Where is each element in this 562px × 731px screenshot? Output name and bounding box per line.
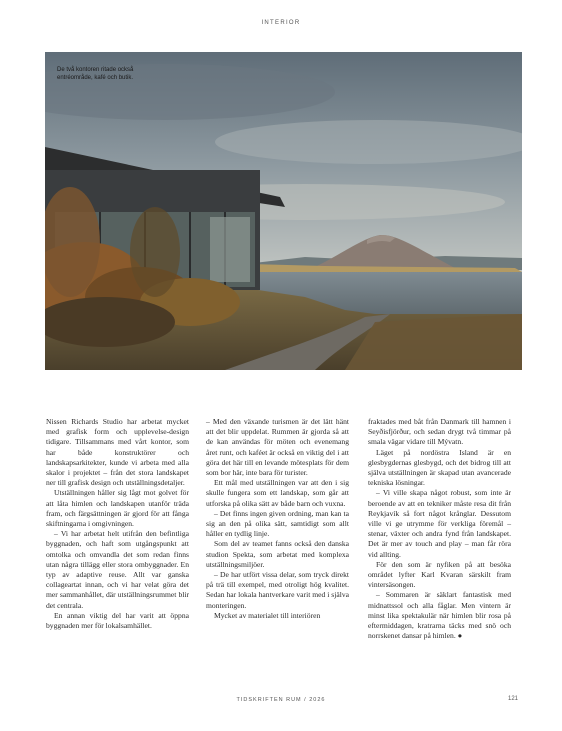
- paragraph: Ett mål med utställningen var att den i sig skulle fungera som ett landskap, som går att utforska på olika sätt av både barn och vuxna.: [206, 478, 349, 508]
- paragraph: För den som är nyfiken på att besöka området lyfter Karl Kvaran särskilt fram vintersäsongen.: [368, 559, 511, 590]
- magazine-footer: TIDSKRIFTEN RUM / 2026: [236, 697, 326, 703]
- paragraph: Nissen Richards Studio har arbetat mycket med grafisk form och upplevelse-design tidigare. Tillsammans med vårt kontor, som har både konstruktörer och landskapsarkitekter, kunde vi arbeta med alla skalor i projektet – från det stora landskapet ner till grafisk design och utställningsdetaljer.: [46, 417, 189, 488]
- landscape-image: [45, 52, 522, 370]
- paragraph: – Vi ville skapa något robust, som inte är beroende av att en tekniker måste resa dit från Reykjavík så fort något krånglar. Dessutom ville vi ge utrymme för verkliga föremål – stenar, växter och andra fynd från landskapet. Det är mer av touch and play – man får röra vid allting.: [368, 488, 511, 559]
- section-label: INTERIOR: [261, 20, 301, 26]
- paragraph: En annan viktig del har varit att öppna byggnaden mer för lokalsamhället.: [46, 610, 189, 631]
- paragraph: – De har utfört vissa delar, som tryck direkt på trä till exempel, med otroligt hög kvalitet. Sedan har lokala hantverkare varit med i själva monteringen.: [206, 570, 349, 610]
- paragraph: Som del av teamet fanns också den danska studion Spekta, som arbetat med komplexa utställningsmiljöer.: [206, 539, 349, 569]
- paragraph: – Sommaren är säklart fantastisk med midnattssol och alla fåglar. Men vintern är minst lika spektakulär när himlen blir rosa på eftermiddagen, kratrarna täcks med snö och norrskenet dansar på himlen. ●: [368, 590, 511, 641]
- page-number: 121: [508, 696, 519, 702]
- text-column-1: [46, 417, 189, 631]
- paragraph: Mycket av materialet till interiören: [214, 610, 321, 620]
- text-column-3: [368, 417, 511, 641]
- paragraph: fraktades med båt från Danmark till hamnen i Seyðisfjörður, och sedan drygt två timmar på smala vägar vidare till Mývatn.: [368, 417, 511, 447]
- text-column-2: [206, 417, 349, 621]
- paragraph: – Vi har arbetat helt utifrån den befintliga byggnaden, och haft som utgångspunkt att omtolka och omvandla det som redan finns utan några tillägg eller stora ombyggnader. En typ av adaptive reuse. Allt var ganska collageartat innan, och vi har velat göra det mer sammanhållet, där utställningsrummet blir det centrala.: [46, 529, 189, 610]
- hero-photo: [45, 52, 522, 370]
- photo-caption: De två kontoren ritade också entréområde, kafé och butik.: [57, 67, 134, 81]
- paragraph: – Med den växande turismen är det lätt hänt att det blir uppdelat. Rummen är gjorda så att de kan användas för möten och evenemang året runt, och kaféet är också en viktig del i att göra det här till en levande mötesplats för dem som bor här, inte bara för turister.: [206, 417, 349, 478]
- paragraph: – Det finns ingen given ordning, man kan ta sig an den på olika sätt, samtidigt som allt håller en tydlig linje.: [206, 508, 349, 539]
- paragraph: Läget på nordöstra Island är en glesbygdernas glesbygd, och det bidrog till att själva utställningen är skapad utan avancerade tekniska lösningar.: [368, 447, 511, 488]
- paragraph: Utställningen håller sig lågt mot golvet för att låta himlen och landskapen utanför träda fram, och färgsättningen är gjord för att fånga skiftningarna i omgivningen.: [46, 488, 189, 529]
